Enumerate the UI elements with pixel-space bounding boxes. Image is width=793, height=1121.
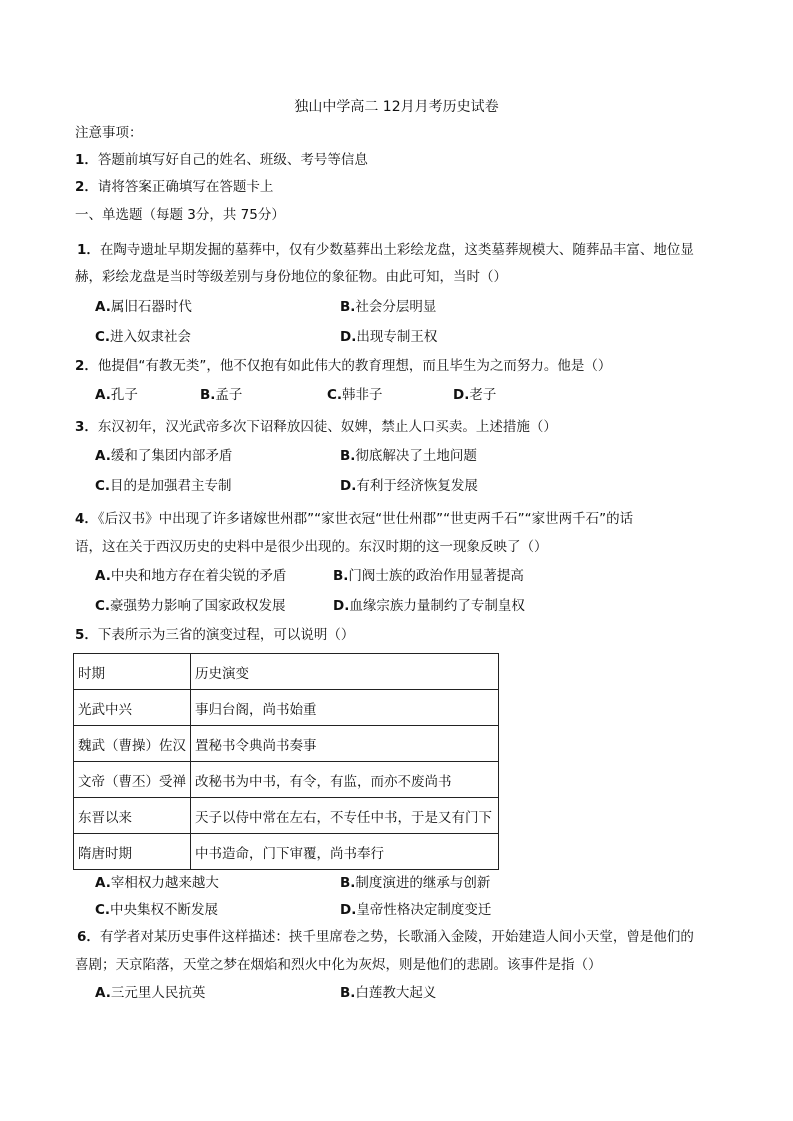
option-d bbox=[453, 385, 496, 405]
option-d bbox=[340, 476, 478, 496]
option-label: D. bbox=[333, 598, 350, 614]
table-row bbox=[74, 726, 499, 762]
table-row bbox=[74, 798, 499, 834]
table-cell-evolution: 中书造命，门下审覆，尚书奉行 bbox=[191, 834, 499, 870]
option-text: 中央集权不断发展 bbox=[110, 902, 219, 918]
question-4-line-1 bbox=[75, 509, 633, 529]
question-1-line-1 bbox=[77, 240, 694, 260]
option-a bbox=[95, 385, 138, 405]
option-c bbox=[95, 327, 191, 347]
option-text: 彻底解决了土地问题 bbox=[355, 448, 477, 464]
question-3-line-1 bbox=[75, 417, 557, 437]
option-d bbox=[340, 327, 437, 347]
option-c bbox=[95, 900, 218, 920]
question-1-line-2: 赫，彩绘龙盘是当时等级差别与身份地位的象征物。由此可知，当时（） bbox=[75, 269, 507, 285]
table-cell-evolution: 置秘书令典尚书奏事 bbox=[191, 726, 499, 762]
option-a bbox=[95, 566, 286, 586]
table-header-cell: 历史演变 bbox=[191, 654, 499, 690]
section-title: 一、单选题（每题 3分，共 75分） bbox=[75, 207, 285, 223]
option-text: 目的是加强君主专制 bbox=[110, 478, 232, 494]
question-5-line-1 bbox=[75, 625, 354, 645]
option-text: 豪强势力影响了国家政权发展 bbox=[110, 598, 286, 614]
option-text: 中央和地方存在着尖锐的矛盾 bbox=[110, 568, 287, 584]
question-text: 《后汉书》中出现了许多诸嫁世州郡”“家世衣冠“世仕州郡”“世吏两千石”“家世两千石”的话 bbox=[97, 511, 634, 527]
question-number: 2． bbox=[75, 358, 98, 374]
notice-item-text: 答题前填写好自己的姓名、班级、考号等信息 bbox=[97, 152, 368, 168]
question-6-line-1 bbox=[77, 927, 694, 947]
table-cell-period: 隋唐时期 bbox=[74, 834, 191, 870]
question-4-line-2: 语，这在关于西汉历史的史料中是很少出现的。东汉时期的这一现象反映了（） bbox=[75, 539, 548, 555]
option-text: 社会分层明显 bbox=[355, 299, 437, 315]
page-title: 独山中学高二 12月月考历史试卷 bbox=[294, 99, 499, 115]
option-text: 制度演进的继承与创新 bbox=[355, 875, 491, 891]
option-text: 孔子 bbox=[110, 387, 138, 403]
option-text: 属旧石器时代 bbox=[110, 299, 192, 315]
option-text: 老子 bbox=[469, 387, 497, 403]
option-label: A. bbox=[95, 985, 111, 1001]
option-text: 三元里人民抗英 bbox=[110, 985, 206, 1001]
table-header-row bbox=[74, 654, 499, 690]
table-cell-period: 东晋以来 bbox=[74, 798, 191, 834]
option-text: 韩非子 bbox=[342, 387, 383, 403]
option-text: 血缘宗族力量制约了专制皇权 bbox=[349, 598, 525, 614]
option-text: 门阀士族的政治作用显著提高 bbox=[348, 568, 524, 584]
question-number: 5． bbox=[75, 627, 98, 643]
question-text: 他提倡“有教无类”，他不仅抱有如此伟大的教育理想，而且毕生为之而努力。他是（） bbox=[97, 358, 612, 374]
option-label: B. bbox=[340, 875, 356, 891]
option-label: A. bbox=[95, 875, 111, 891]
option-text: 出现专制王权 bbox=[356, 329, 438, 345]
option-b bbox=[340, 446, 477, 466]
table-row bbox=[74, 762, 499, 798]
option-a bbox=[95, 983, 205, 1003]
question-text: 下表所示为三省的演变过程，可以说明（） bbox=[97, 627, 355, 643]
evolution-table bbox=[73, 653, 499, 870]
option-b bbox=[333, 566, 524, 586]
option-label: A. bbox=[95, 568, 111, 584]
table-cell-evolution: 天子以侍中常在左右，不专任中书，于是又有门下 bbox=[191, 798, 499, 834]
option-d bbox=[340, 900, 491, 920]
notice-item-number: 1． bbox=[75, 152, 98, 168]
option-b bbox=[200, 385, 242, 405]
question-text: 东汉初年，汉光武帝多次下诏释放囚徒、奴婢，禁止人口买卖。上述措施（） bbox=[97, 419, 557, 435]
option-label: A. bbox=[95, 387, 111, 403]
option-a bbox=[95, 873, 219, 893]
option-label: B. bbox=[340, 299, 356, 315]
notice-item bbox=[75, 177, 273, 197]
question-text: 在陶寺遗址早期发掘的墓葬中，仅有少数墓葬出土彩绘龙盘，这类墓葬规模大、随葬品丰富、地位显 bbox=[99, 242, 694, 258]
option-label: D. bbox=[340, 478, 357, 494]
notice-item bbox=[75, 150, 368, 170]
option-label: B. bbox=[340, 448, 356, 464]
option-label: D. bbox=[340, 902, 357, 918]
option-label: C. bbox=[95, 598, 111, 614]
option-text: 宰相权力越来越大 bbox=[110, 875, 219, 891]
option-label: B. bbox=[333, 568, 349, 584]
option-text: 皇帝性格决定制度变迁 bbox=[356, 902, 492, 918]
option-text: 有利于经济恢复发展 bbox=[356, 478, 478, 494]
option-b bbox=[340, 297, 436, 317]
option-c bbox=[95, 596, 286, 616]
notice-heading: 注意事项： bbox=[75, 125, 143, 141]
option-label: D. bbox=[453, 387, 470, 403]
question-number: 1． bbox=[77, 242, 100, 258]
question-2-line-1 bbox=[75, 356, 611, 376]
question-6-line-2: 喜剧；天京陷落，天堂之梦在烟焰和烈火中化为灰烬，则是他们的悲剧。该事件是指（） bbox=[75, 957, 602, 973]
table-cell-evolution: 改秘书为中书，有令，有监，而亦不废尚书 bbox=[191, 762, 499, 798]
table-row bbox=[74, 690, 499, 726]
table-cell-evolution: 事归台阁，尚书始重 bbox=[191, 690, 499, 726]
option-c bbox=[95, 476, 232, 496]
table-cell-period: 魏武（曹操）佐汉 bbox=[74, 726, 191, 762]
option-label: D. bbox=[340, 329, 357, 345]
notice-item-text: 请将答案正确填写在答题卡上 bbox=[97, 179, 274, 195]
notice-item-number: 2． bbox=[75, 179, 98, 195]
question-text: 有学者对某历史事件这样描述：挟千里席卷之势，长歌涌入金陵，开始建造人间小天堂，曾是他们的 bbox=[99, 929, 694, 945]
table-header-cell: 时期 bbox=[74, 654, 191, 690]
option-label: C. bbox=[95, 902, 111, 918]
option-label: B. bbox=[200, 387, 216, 403]
option-a bbox=[95, 297, 192, 317]
option-label: C. bbox=[95, 478, 111, 494]
option-label: A. bbox=[95, 448, 111, 464]
question-number: 4． bbox=[75, 511, 98, 527]
option-label: A. bbox=[95, 299, 111, 315]
option-c bbox=[327, 385, 383, 405]
option-text: 缓和了集团内部矛盾 bbox=[110, 448, 233, 464]
option-text: 白莲教大起义 bbox=[355, 985, 437, 1001]
option-label: C. bbox=[327, 387, 343, 403]
option-d bbox=[333, 596, 525, 616]
table-cell-period: 光武中兴 bbox=[74, 690, 191, 726]
table-row bbox=[74, 834, 499, 870]
table-cell-period: 文帝（曹丕）受禅 bbox=[74, 762, 191, 798]
option-b bbox=[340, 983, 436, 1003]
question-number: 6． bbox=[77, 929, 100, 945]
option-a bbox=[95, 446, 232, 466]
option-label: C. bbox=[95, 329, 111, 345]
option-text: 进入奴隶社会 bbox=[110, 329, 192, 345]
option-b bbox=[340, 873, 490, 893]
option-label: B. bbox=[340, 985, 356, 1001]
question-number: 3． bbox=[75, 419, 98, 435]
option-text: 孟子 bbox=[215, 387, 243, 403]
